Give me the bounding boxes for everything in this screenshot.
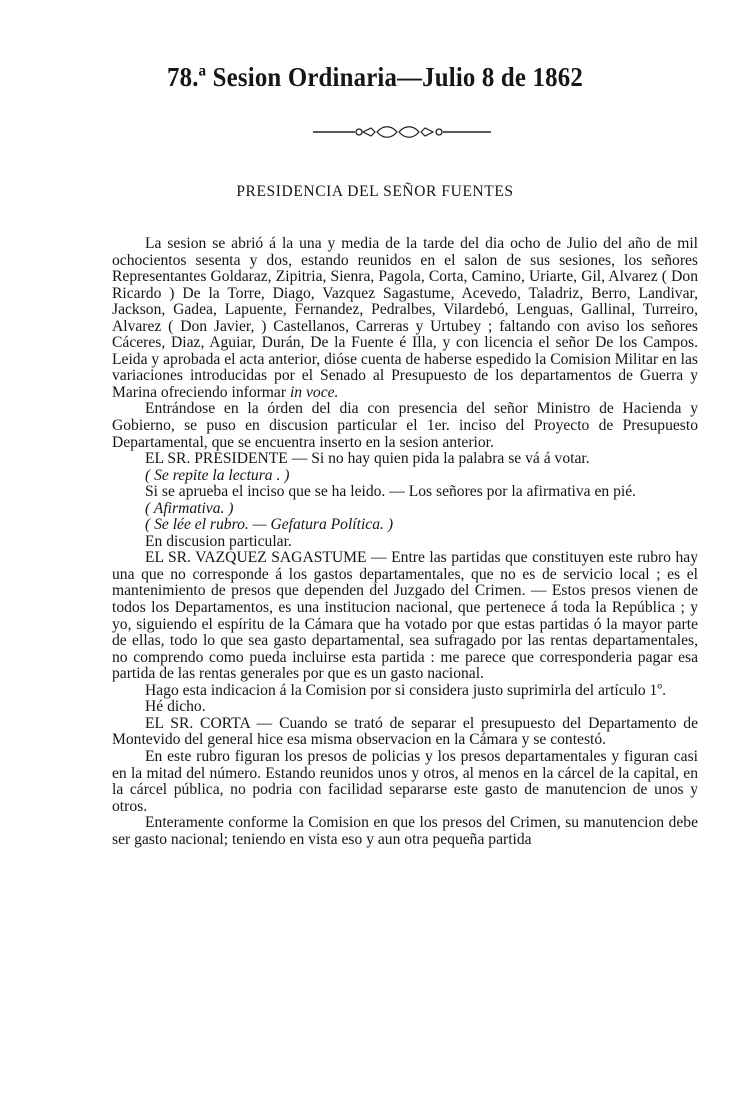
session-title: 78.ª Sesion Ordinaria—Julio 8 de 1862 [167,62,583,92]
paragraph-vazquez-sagastume: EL SR. VAZQUEZ SAGASTUME — Entre las partidas que constituyen este rubro hay una que no corresponde á los gastos departamentales, que no es de servicio local ; es el mantenimiento de presos que dependen del Juzgado del Crimen. — Estos presos vienen de todos los Departamentos, es una institucion nacional, que pertenece á toda la República ; y yo, siguiendo el espíritu de la Cámara que ha votado por que estas partidas ó la mayor parte de ellas, todo lo que sea gasto departamental, sea sufragado por las rentas departamentales, no comprendo como pueda incluirse esta partida : me parece que corresponderia pagar esa partida de las rentas generales por que es un gasto nacional. [112,549,698,683]
session-body [112,236,698,848]
paragraph-order-of-day: Entrándose en la órden del dia con presencia del señor Ministro de Hacienda y Gobierno, se puso en discusion particular el 1er. inciso del Proyecto de Presupuesto Departamental, que se encuentra inserto en la sesion anterior. [112,400,698,451]
paragraph-affirmative: ( Afirmativa. ) [145,499,234,517]
paragraph-presos: En este rubro figuran los presos de policias y los presos departamentales y figuran casi en la mitad del número. Estando reunidos unos y otros, al menos en la cárcel de la capital, en la cárcel pública, no podria con facilidad separarse este gasto de manutencion de unos y otros. [112,747,698,815]
ornament-divider [313,124,493,140]
paragraph-opening: La sesion se abrió á la una y media de la tarde del dia ocho de Julio del año de mil ochocientos sesenta y dos, estando reunidos en el salon de sus sesiones, los señores Representantes Goldaraz, Zipitria, Sienra, Pagola, Corta, Camino, Uriarte, Gil, Alvarez ( Don Ricardo ) De la Torre, Diago, Vazquez Sagastume, Acevedo, Taladriz, Berro, Landivar, Jackson, Gadea, Lapuente, Fernandez, Pedralbes, Vilardebó, Lenguas, Gallinal, Turreiro, Alvarez ( Don Javier, ) Castellanos, Carreras y Urtubey ; faltando con aviso los señores Cáceres, Diaz, Aguiar, Durán, De la Fuente é Illa, y con licencia el señor De los Campos. Leida y aprobada el acta anterior, dióse cuenta de haberse espedido la Comision Militar en las variaciones introducidas por el Senado al Presupuesto de los departamentos de Guerra y Marina ofreciendo informar in voce. [112,235,698,401]
paragraph-corta: EL SR. CORTA — Cuando se trató de separar el presupuesto del Departamento de Montevido del general hice esa misma observacion en la Cámara y se contestó. [112,714,698,749]
paragraph-comision: Enteramente conforme la Comision en que los presos del Crimen, su manutencion debe ser gasto nacional; teniendo en vista eso y aun otra pequeña partida [112,814,698,848]
presidency-heading: PRESIDENCIA DEL SEÑOR FUENTES [236,183,514,200]
paragraph-reading-repeated: ( Se repite la lectura . ) [145,466,290,484]
paragraph-indication: Hago esta indicacion á la Comision por si considera justo suprimirla del artículo 1º. [145,681,667,699]
paragraph-particular-discussion: En discusion particular. [145,532,292,550]
paragraph-he-dicho: Hé dicho. [145,698,206,716]
paragraph-rubric-read: ( Se lée el rubro. — Gefatura Política. ) [145,516,394,534]
paragraph-president: EL SR. PRESIDENTE — Si no hay quien pida la palabra se vá á votar. [145,450,590,468]
paragraph-vote: Si se aprueba el inciso que se ha leido. — Los señores por la afirmativa en pié. [145,483,637,501]
